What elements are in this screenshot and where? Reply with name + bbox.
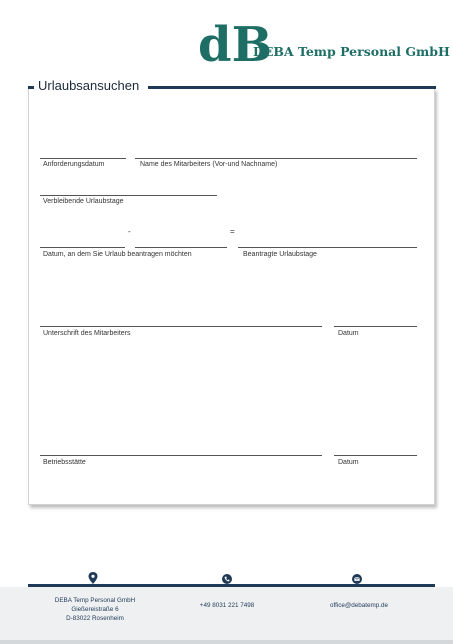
- employee-signature-label: Unterschrift des Mitarbeiters: [43, 330, 131, 337]
- workplace-label: Betriebsstätte: [43, 459, 86, 466]
- footer-bottom-edge: [0, 640, 453, 644]
- location-pin-icon: [88, 572, 98, 584]
- address-line3: D-83022 Rosenheim: [66, 615, 124, 622]
- minus-symbol: -: [128, 227, 131, 236]
- remaining-days-field[interactable]: [40, 195, 217, 196]
- company-logo: [198, 17, 273, 73]
- address-line2: Gießereistraße 6: [71, 606, 119, 613]
- form-card: [28, 88, 435, 505]
- employee-name-label: Name des Mitarbeiters (Vor-und Nachname): [140, 161, 278, 168]
- mail-icon: [352, 573, 362, 585]
- signature-date-label: Datum: [338, 330, 359, 337]
- footer-address: [40, 596, 150, 623]
- workplace-date-label: Datum: [338, 459, 359, 466]
- footer-email[interactable]: office@debatemp.de: [329, 602, 389, 609]
- employee-name-field[interactable]: [135, 158, 417, 159]
- leave-from-field[interactable]: [40, 247, 125, 248]
- form-title: Urlaubsansuchen: [38, 78, 140, 93]
- company-name: DEBA Temp Personal GmbH: [253, 44, 450, 59]
- workplace-field[interactable]: [40, 455, 322, 456]
- leave-to-field[interactable]: [135, 247, 227, 248]
- phone-icon: [222, 573, 232, 585]
- footer-phone[interactable]: +49 8031 221 7498: [199, 602, 255, 609]
- requested-days-field[interactable]: [238, 247, 417, 248]
- logo-letters: dB: [198, 17, 273, 73]
- title-tick: [28, 86, 34, 89]
- requested-days-label: Beantragte Urlaubstage: [243, 251, 317, 258]
- request-date-label: Anforderungsdatum: [43, 161, 105, 168]
- employee-signature-field[interactable]: [40, 326, 322, 327]
- equals-symbol: =: [230, 227, 235, 236]
- leave-dates-label: Datum, an dem Sie Urlaub beantragen möchten: [43, 251, 192, 258]
- request-date-field[interactable]: [40, 158, 126, 159]
- remaining-days-label: Verbleibende Urlaubstage: [43, 198, 124, 205]
- address-line1: DEBA Temp Personal GmbH: [54, 597, 136, 604]
- signature-date-field[interactable]: [334, 326, 417, 327]
- workplace-date-field[interactable]: [334, 455, 417, 456]
